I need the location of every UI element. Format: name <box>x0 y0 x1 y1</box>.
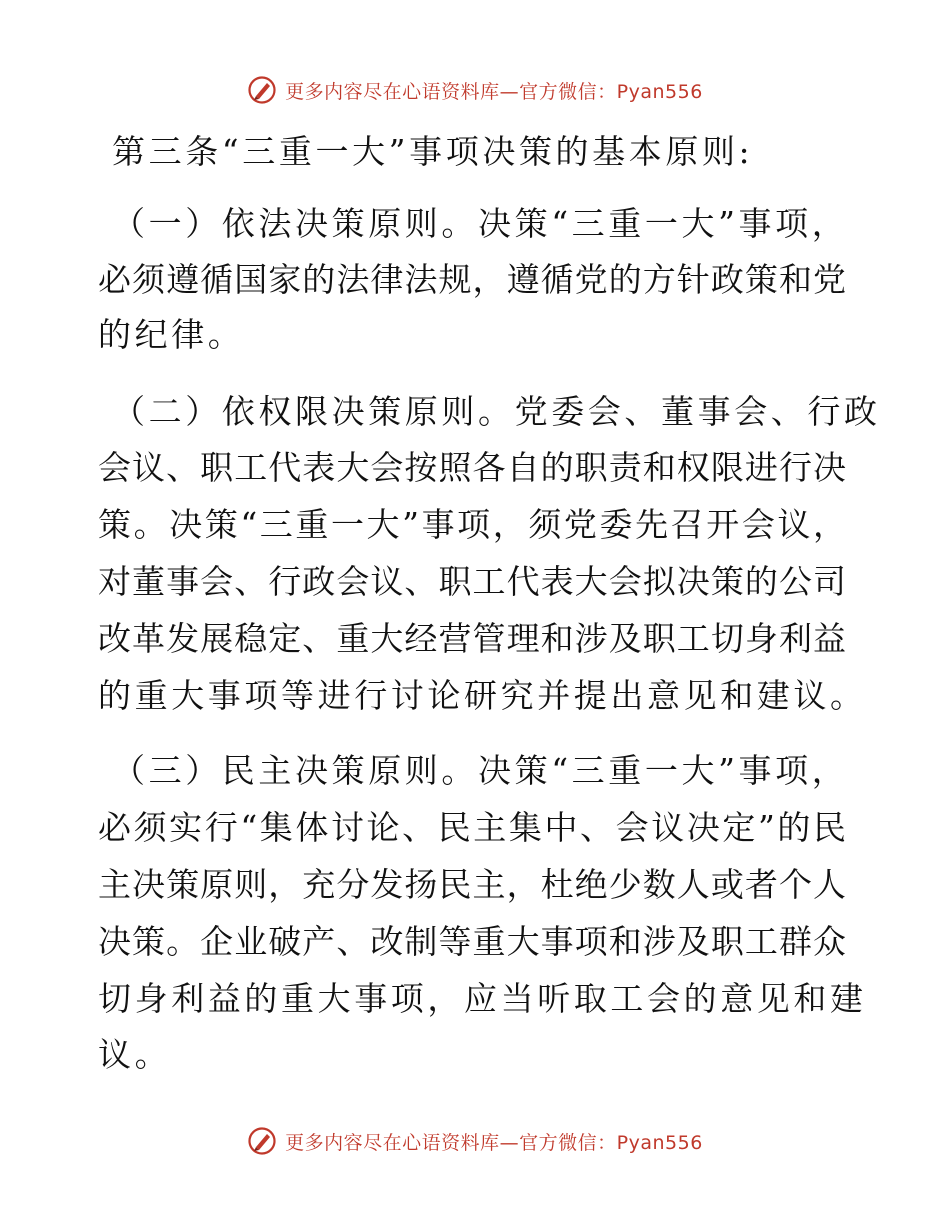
watermark-text: 更多内容尽在心语资料库—官方微信：Pyan556 <box>285 1131 703 1154</box>
paragraph-line: 策。决策“三重一大”事项，须党委先召开会议， <box>98 505 846 544</box>
paragraph-line: 改革发展稳定、重大经营管理和涉及职工切身利益 <box>98 619 846 658</box>
paragraph-line: 切身利益的重大事项，应当听取工会的意见和建 <box>98 979 867 1018</box>
paragraph-line: 议。 <box>98 1035 172 1074</box>
pen-logo-icon <box>247 1126 277 1156</box>
paragraph-line: 对董事会、行政会议、职工代表大会拟决策的公司 <box>98 562 846 601</box>
pen-logo-icon <box>247 75 277 105</box>
paragraph-line: （二）依权限决策原则。党委会、董事会、行政 <box>112 392 881 431</box>
footer-watermark <box>0 1124 950 1158</box>
header-watermark <box>0 73 950 107</box>
article-heading: 第三条“三重一大”事项决策的基本原则: <box>112 132 754 171</box>
paragraph-line: 的纪律。 <box>98 315 245 354</box>
watermark-text: 更多内容尽在心语资料库—官方微信：Pyan556 <box>285 80 703 103</box>
paragraph-line: 必须遵循国家的法律法规，遵循党的方针政策和党 <box>98 260 846 299</box>
paragraph-line: 会议、职工代表大会按照各自的职责和权限进行决 <box>98 448 846 487</box>
paragraph-line: （一）依法决策原则。决策“三重一大”事项， <box>112 204 849 243</box>
paragraph-line: 决策。企业破产、改制等重大事项和涉及职工群众 <box>98 922 846 961</box>
paragraph-line: 的重大事项等进行讨论研究并提出意见和建议。 <box>98 676 867 715</box>
paragraph-line: 主决策原则，充分发扬民主，杜绝少数人或者个人 <box>98 865 846 904</box>
paragraph-line: 必须实行“集体讨论、民主集中、会议决定”的民 <box>98 808 846 847</box>
paragraph-line: （三）民主决策原则。决策“三重一大”事项， <box>112 751 849 790</box>
